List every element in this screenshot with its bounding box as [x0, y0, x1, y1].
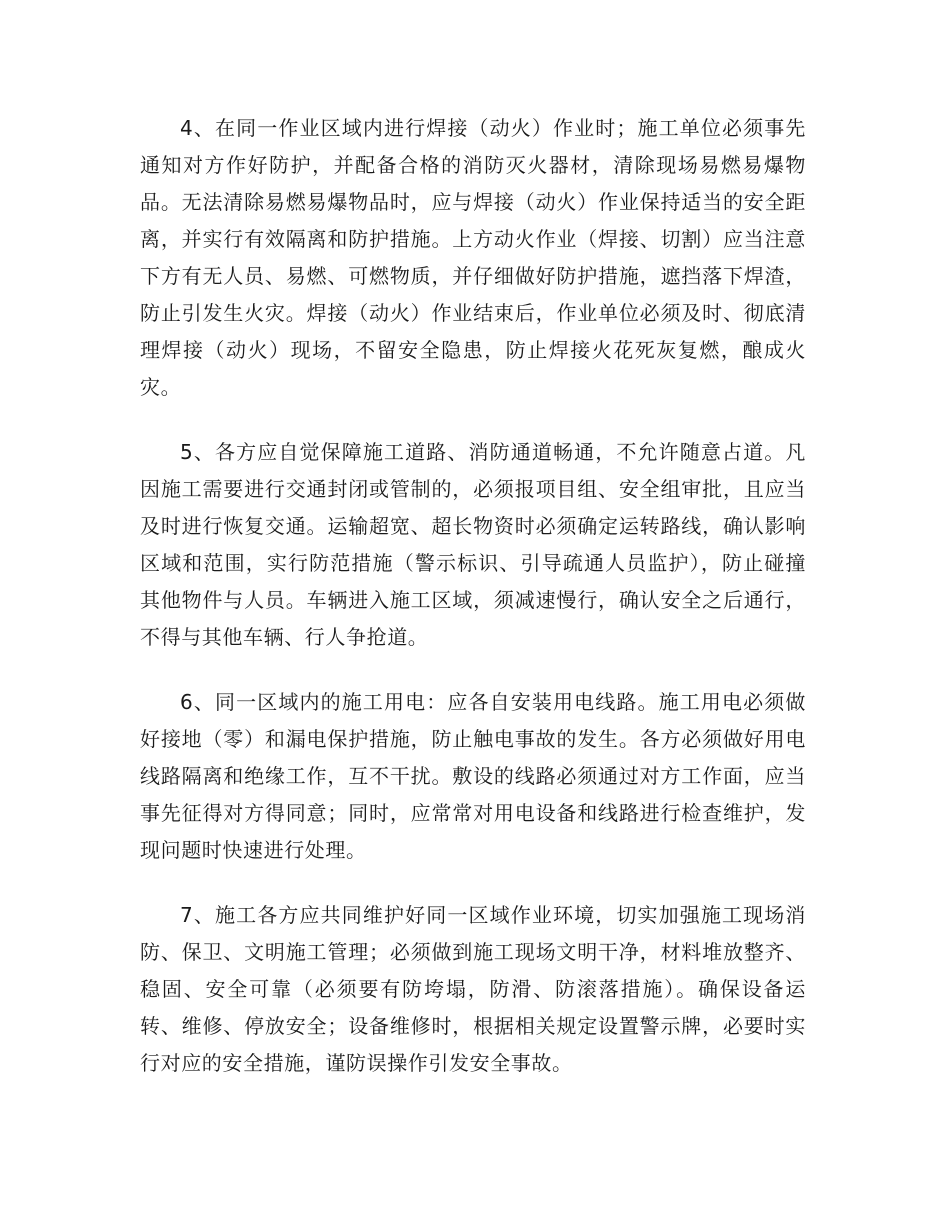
- paragraph-item-6: 6、同一区域内的施工用电：应各自安装用电线路。施工用电必须做好接地（零）和漏电保护措施，防止触电事故的发生。各方必须做好用电线路隔离和绝缘工作，互不干扰。敷设的线路必须通过对方工作面，应当事先征得对方得同意；同时，应常常对用电设备和线路进行检查维护，发现问题时快速进行处理。: [140, 690, 806, 862]
- paragraph-item-5: 5、各方应自觉保障施工道路、消防通道畅通，不允许随意占道。凡因施工需要进行交通封闭或管制的，必须报项目组、安全组审批，且应当及时进行恢复交通。运输超宽、超长物资时必须确定运转路线，确认影响区域和范围，实行防范措施（警示标识、引导疏通人员监护），防止碰撞其他物件与人员。车辆进入施工区域，须减速慢行，确认安全之后通行，不得与其他车辆、行人争抢道。: [140, 440, 806, 649]
- paragraph-item-4: 4、在同一作业区域内进行焊接（动火）作业时；施工单位必须事先通知对方作好防护，并配备合格的消防灭火器材，清除现场易燃易爆物品。无法清除易燃易爆物品时，应与焊接（动火）作业保持适当的安全距离，并实行有效隔离和防护措施。上方动火作业（焊接、切割）应当注意下方有无人员、易燃、可燃物质，并仔细做好防护措施，遮挡落下焊渣，防止引发生火灾。焊接（动火）作业结束后，作业单位必须及时、彻底清理焊接（动火）现场，不留安全隐患，防止焊接火花死灰复燃，酿成火灾。: [140, 116, 806, 399]
- paragraph-item-7: 7、施工各方应共同维护好同一区域作业环境，切实加强施工现场消防、保卫、文明施工管理；必须做到施工现场文明干净，材料堆放整齐、稳固、安全可靠（必须要有防垮塌，防滑、防滚落措施）。确保设备运转、维修、停放安全；设备维修时，根据相关规定设置警示牌，必要时实行对应的安全措施，谨防误操作引发安全事故。: [140, 903, 806, 1075]
- document-body: [140, 110, 806, 1110]
